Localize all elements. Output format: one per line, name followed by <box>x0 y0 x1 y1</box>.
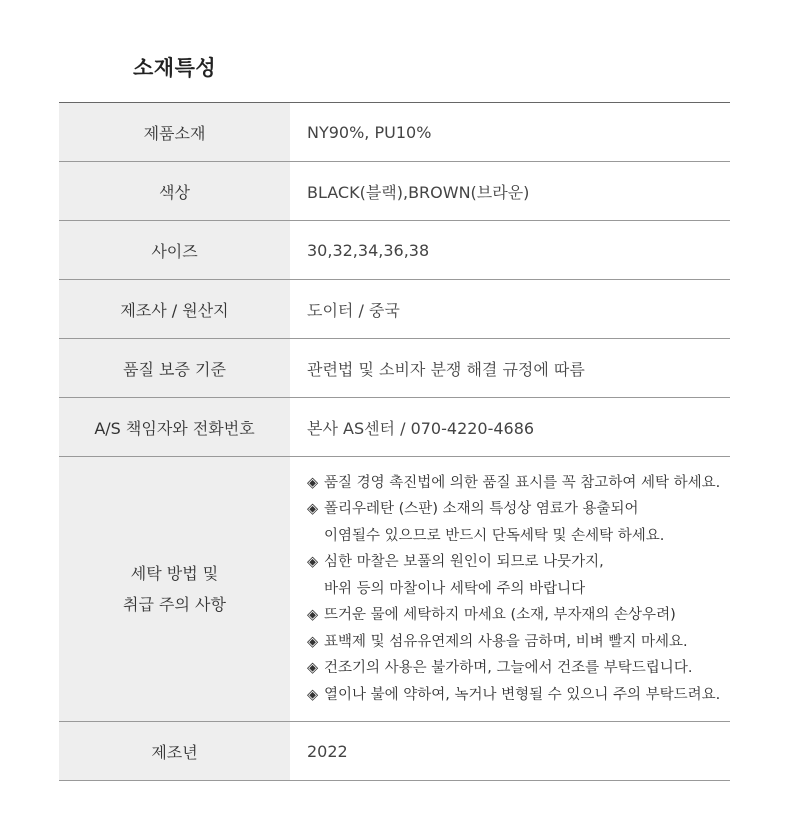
row-label: 제품소재 <box>59 103 290 161</box>
row-value: 본사 AS센터 / 070-4220-4686 <box>307 418 535 438</box>
diamond-bullet-icon: ◈ <box>307 501 319 518</box>
care-item <box>307 655 720 682</box>
row-label: 사이즈 <box>59 221 290 279</box>
care-item <box>307 470 720 497</box>
care-list <box>307 470 720 709</box>
row-label: A/S 책임자와 전화번호 <box>59 398 290 456</box>
table-row-material <box>59 103 730 162</box>
row-label: 색상 <box>59 162 290 220</box>
care-item <box>307 496 720 523</box>
row-value: 도이터 / 중국 <box>307 300 400 320</box>
row-label: 품질 보증 기준 <box>59 339 290 397</box>
care-text: 뜨거운 물에 세탁하지 마세요 (소재, 부자재의 손상우려) <box>324 607 676 624</box>
care-item <box>307 602 720 629</box>
table-row-care <box>59 457 730 722</box>
row-value: BLACK(블랙),BROWN(브라운) <box>307 182 530 202</box>
table-row-manufacturer <box>59 280 730 339</box>
care-text: 이염될수 있으므로 반드시 단독세탁 및 손세탁 하세요. <box>324 527 665 544</box>
diamond-bullet-icon: ◈ <box>307 607 319 624</box>
diamond-bullet-icon: ◈ <box>307 633 319 650</box>
care-text: 품질 경영 촉진법에 의한 품질 표시를 꼭 참고하여 세탁 하세요. <box>324 474 721 491</box>
table-row-color <box>59 162 730 221</box>
care-text: 폴리우레탄 (스판) 소재의 특성상 염료가 용출되어 <box>324 501 639 518</box>
care-text: 열이나 불에 약하여, 녹거나 변형될 수 있으니 주의 부탁드려요. <box>324 686 721 703</box>
table-row-year <box>59 722 730 781</box>
care-item-continued <box>307 576 720 603</box>
diamond-bullet-icon: ◈ <box>307 686 319 703</box>
care-label-line-1: 세탁 방법 및 <box>130 564 219 583</box>
row-label <box>59 457 290 721</box>
row-value: 관련법 및 소비자 분쟁 해결 규정에 따름 <box>307 359 585 379</box>
row-value: 2022 <box>307 741 348 761</box>
diamond-bullet-icon: ◈ <box>307 554 319 571</box>
spec-table <box>59 102 730 781</box>
care-text: 심한 마찰은 보풀의 원인이 되므로 나뭇가지, <box>324 554 604 571</box>
care-text: 건조기의 사용은 불가하며, 그늘에서 건조를 부탁드립니다. <box>324 660 693 677</box>
care-instructions <box>290 457 730 721</box>
row-label: 제조년 <box>59 722 290 780</box>
diamond-bullet-icon: ◈ <box>307 660 319 677</box>
care-item <box>307 682 720 709</box>
care-text: 표백제 및 섬유유연제의 사용을 금하며, 비벼 빨지 마세요. <box>324 633 688 650</box>
care-text: 바위 등의 마찰이나 세탁에 주의 바랍니다 <box>324 580 586 597</box>
row-value: NY90%, PU10% <box>307 122 432 142</box>
care-item <box>307 629 720 656</box>
section-title: 소재특성 <box>133 56 217 80</box>
table-row-size <box>59 221 730 280</box>
care-item-continued <box>307 523 720 550</box>
row-label: 제조사 / 원산지 <box>59 280 290 338</box>
table-row-quality <box>59 339 730 398</box>
care-label-line-2: 취급 주의 사항 <box>123 595 226 614</box>
diamond-bullet-icon: ◈ <box>307 474 319 491</box>
care-item <box>307 549 720 576</box>
table-row-as-contact <box>59 398 730 457</box>
row-value: 30,32,34,36,38 <box>307 240 430 260</box>
